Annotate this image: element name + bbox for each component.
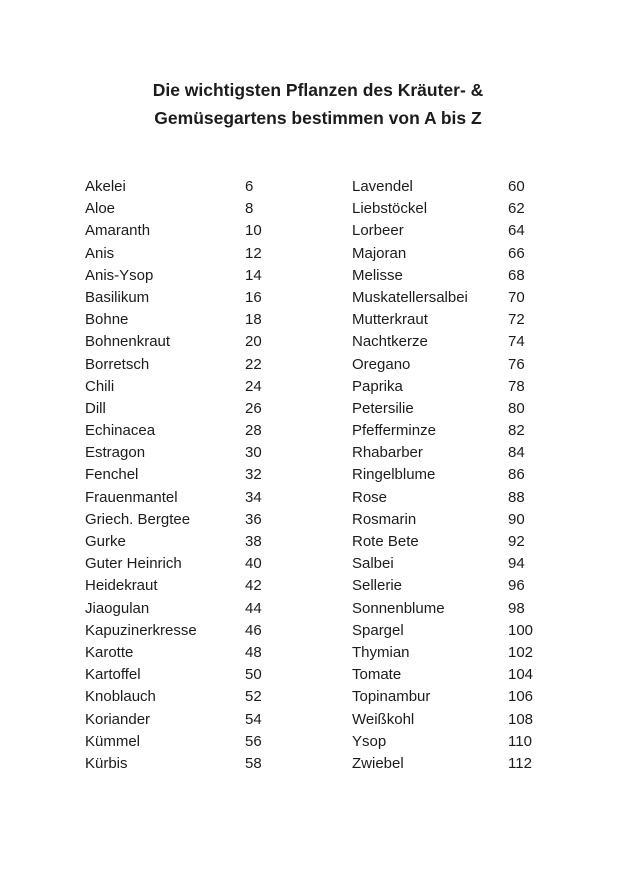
toc-column-left <box>85 176 352 775</box>
entry-name: Nachtkerze <box>352 333 428 351</box>
entry-page-number: 18 <box>245 311 262 329</box>
entry-page-number: 112 <box>508 754 532 772</box>
entry-page-number: 58 <box>245 754 262 772</box>
toc-row <box>85 664 352 686</box>
entry-name: Sonnenblume <box>352 599 445 617</box>
toc-row <box>85 731 352 753</box>
toc-row <box>85 220 352 242</box>
entry-page-number: 34 <box>245 488 262 506</box>
entry-page-number: 6 <box>245 178 254 195</box>
entry-page-number: 8 <box>245 200 254 218</box>
entry-page-number: 88 <box>508 488 525 506</box>
entry-page-number: 52 <box>245 688 262 706</box>
entry-page-number: 104 <box>508 666 534 684</box>
page-title <box>0 76 636 132</box>
toc-row <box>352 575 619 597</box>
entry-name: Rose <box>352 488 388 506</box>
entry-name: Rosmarin <box>352 510 417 528</box>
entry-name: Echinacea <box>85 422 156 440</box>
entry-name: Topinambur <box>352 688 431 706</box>
entry-name: Anis-Ysop <box>85 266 154 284</box>
toc-row <box>85 509 352 531</box>
entry-name: Rhabarber <box>352 444 423 462</box>
entry-page-number: 98 <box>508 599 525 617</box>
entry-name: Kartoffel <box>85 666 141 684</box>
toc-row <box>352 220 619 242</box>
toc-row <box>352 420 619 442</box>
toc-row <box>352 198 619 220</box>
entry-page-number: 108 <box>508 710 534 728</box>
entry-page-number: 56 <box>245 732 262 750</box>
entry-page-number: 16 <box>245 288 262 306</box>
entry-name: Bohne <box>85 311 129 329</box>
entry-name: Tomate <box>352 666 402 684</box>
toc-row <box>85 709 352 731</box>
entry-name: Dill <box>85 399 106 417</box>
toc-row <box>85 487 352 509</box>
entry-page-number: 20 <box>245 333 262 351</box>
entry-name: Fenchel <box>85 466 139 484</box>
toc-row <box>352 398 619 420</box>
entry-page-number: 64 <box>508 222 525 240</box>
toc-row <box>352 287 619 309</box>
entry-name: Chili <box>85 377 115 395</box>
toc-row <box>85 198 352 220</box>
entry-name: Thymian <box>352 643 410 661</box>
entry-page-number: 66 <box>508 244 525 262</box>
entry-name: Kapuzinerkresse <box>85 621 197 639</box>
toc-row <box>352 731 619 753</box>
entry-page-number: 48 <box>245 643 262 661</box>
entry-name: Lorbeer <box>352 222 404 240</box>
toc-row <box>352 664 619 686</box>
toc-row <box>352 442 619 464</box>
entry-name: Jiaogulan <box>85 599 150 617</box>
entry-name: Kürbis <box>85 754 128 772</box>
toc-row <box>352 376 619 398</box>
entry-name: Guter Heinrich <box>85 555 182 573</box>
entry-name: Weißkohl <box>352 710 415 728</box>
entry-name: Spargel <box>352 621 404 639</box>
toc-row <box>352 753 619 775</box>
toc-row <box>352 331 619 353</box>
table-of-contents <box>85 176 619 775</box>
entry-page-number: 24 <box>245 377 262 395</box>
toc-row <box>85 553 352 575</box>
entry-name: Zwiebel <box>352 754 404 772</box>
entry-name: Lavendel <box>352 178 413 195</box>
entry-name: Muskatellersalbei <box>352 288 468 306</box>
toc-column-right <box>352 176 619 775</box>
toc-row <box>352 709 619 731</box>
entry-page-number: 22 <box>245 355 262 373</box>
entry-name: Rote Bete <box>352 533 419 550</box>
toc-row <box>85 620 352 642</box>
entry-name: Ringelblume <box>352 466 436 484</box>
entry-page-number: 10 <box>245 222 262 240</box>
entry-name: Salbei <box>352 555 394 573</box>
entry-page-number: 54 <box>245 710 262 728</box>
entry-page-number: 74 <box>508 333 525 351</box>
toc-row <box>85 376 352 398</box>
entry-name: Mutterkraut <box>352 311 428 329</box>
toc-row <box>352 176 619 198</box>
entry-page-number: 42 <box>245 577 262 595</box>
toc-row <box>352 487 619 509</box>
entry-page-number: 102 <box>508 643 534 661</box>
toc-row <box>352 309 619 331</box>
toc-row <box>85 398 352 420</box>
toc-row <box>85 642 352 664</box>
entry-name: Estragon <box>85 444 146 462</box>
entry-name: Amaranth <box>85 222 151 240</box>
toc-row <box>85 442 352 464</box>
toc-row <box>352 509 619 531</box>
entry-page-number: 110 <box>508 732 532 750</box>
entry-name: Knoblauch <box>85 688 156 706</box>
entry-page-number: 60 <box>508 178 525 195</box>
toc-row <box>352 265 619 287</box>
toc-row <box>352 620 619 642</box>
entry-name: Aloe <box>85 200 116 218</box>
entry-page-number: 30 <box>245 444 262 462</box>
entry-page-number: 14 <box>245 266 262 284</box>
entry-page-number: 26 <box>245 399 262 417</box>
toc-row <box>85 575 352 597</box>
entry-name: Akelei <box>85 178 126 195</box>
entry-name: Koriander <box>85 710 151 728</box>
toc-row <box>85 753 352 775</box>
toc-row <box>85 243 352 265</box>
entry-page-number: 44 <box>245 599 262 617</box>
title-line-1: Die wichtigsten Pflanzen des Kräuter- & <box>152 80 484 100</box>
entry-page-number: 70 <box>508 288 525 306</box>
entry-name: Basilikum <box>85 288 150 306</box>
toc-row <box>85 176 352 198</box>
entry-page-number: 12 <box>245 244 262 262</box>
toc-row <box>352 553 619 575</box>
toc-row <box>352 354 619 376</box>
entry-page-number: 62 <box>508 200 525 218</box>
entry-name: Karotte <box>85 643 134 661</box>
toc-row <box>85 420 352 442</box>
entry-page-number: 72 <box>508 311 525 329</box>
entry-name: Petersilie <box>352 399 414 417</box>
entry-name: Sellerie <box>352 577 403 595</box>
entry-page-number: 82 <box>508 422 525 440</box>
entry-name: Kümmel <box>85 732 141 750</box>
entry-page-number: 46 <box>245 621 262 639</box>
toc-row <box>352 531 619 553</box>
entry-name: Paprika <box>352 377 403 395</box>
toc-row <box>85 265 352 287</box>
entry-page-number: 84 <box>508 444 525 462</box>
entry-name: Frauenmantel <box>85 488 178 506</box>
entry-name: Pfefferminze <box>352 422 436 440</box>
entry-page-number: 38 <box>245 533 262 550</box>
toc-row <box>85 531 352 553</box>
entry-page-number: 80 <box>508 399 525 417</box>
entry-name: Griech. Bergtee <box>85 510 191 528</box>
entry-name: Ysop <box>352 732 387 750</box>
entry-name: Melisse <box>352 266 403 284</box>
toc-row <box>352 642 619 664</box>
entry-page-number: 86 <box>508 466 525 484</box>
entry-page-number: 78 <box>508 377 525 395</box>
entry-page-number: 94 <box>508 555 525 573</box>
toc-row <box>352 686 619 708</box>
entry-name: Bohnenkraut <box>85 333 171 351</box>
entry-page-number: 40 <box>245 555 262 573</box>
entry-page-number: 96 <box>508 577 525 595</box>
entry-page-number: 100 <box>508 621 534 639</box>
entry-name: Borretsch <box>85 355 150 373</box>
toc-row <box>352 598 619 620</box>
entry-page-number: 76 <box>508 355 525 373</box>
toc-row <box>85 686 352 708</box>
entry-page-number: 90 <box>508 510 525 528</box>
entry-name: Anis <box>85 244 115 262</box>
toc-row <box>352 464 619 486</box>
entry-page-number: 36 <box>245 510 262 528</box>
entry-name: Gurke <box>85 533 126 550</box>
entry-page-number: 28 <box>245 422 262 440</box>
entry-page-number: 106 <box>508 688 534 706</box>
toc-row <box>85 309 352 331</box>
toc-row <box>352 243 619 265</box>
entry-name: Oregano <box>352 355 411 373</box>
entry-page-number: 50 <box>245 666 262 684</box>
entry-name: Liebstöckel <box>352 200 428 218</box>
title-line-2: Gemüsegartens bestimmen von A bis Z <box>154 108 482 128</box>
entry-name: Majoran <box>352 244 407 262</box>
toc-row <box>85 354 352 376</box>
toc-row <box>85 464 352 486</box>
entry-page-number: 92 <box>508 533 525 550</box>
entry-page-number: 68 <box>508 266 525 284</box>
toc-row <box>85 331 352 353</box>
toc-row <box>85 287 352 309</box>
entry-name: Heidekraut <box>85 577 158 595</box>
toc-row <box>85 598 352 620</box>
entry-page-number: 32 <box>245 466 262 484</box>
